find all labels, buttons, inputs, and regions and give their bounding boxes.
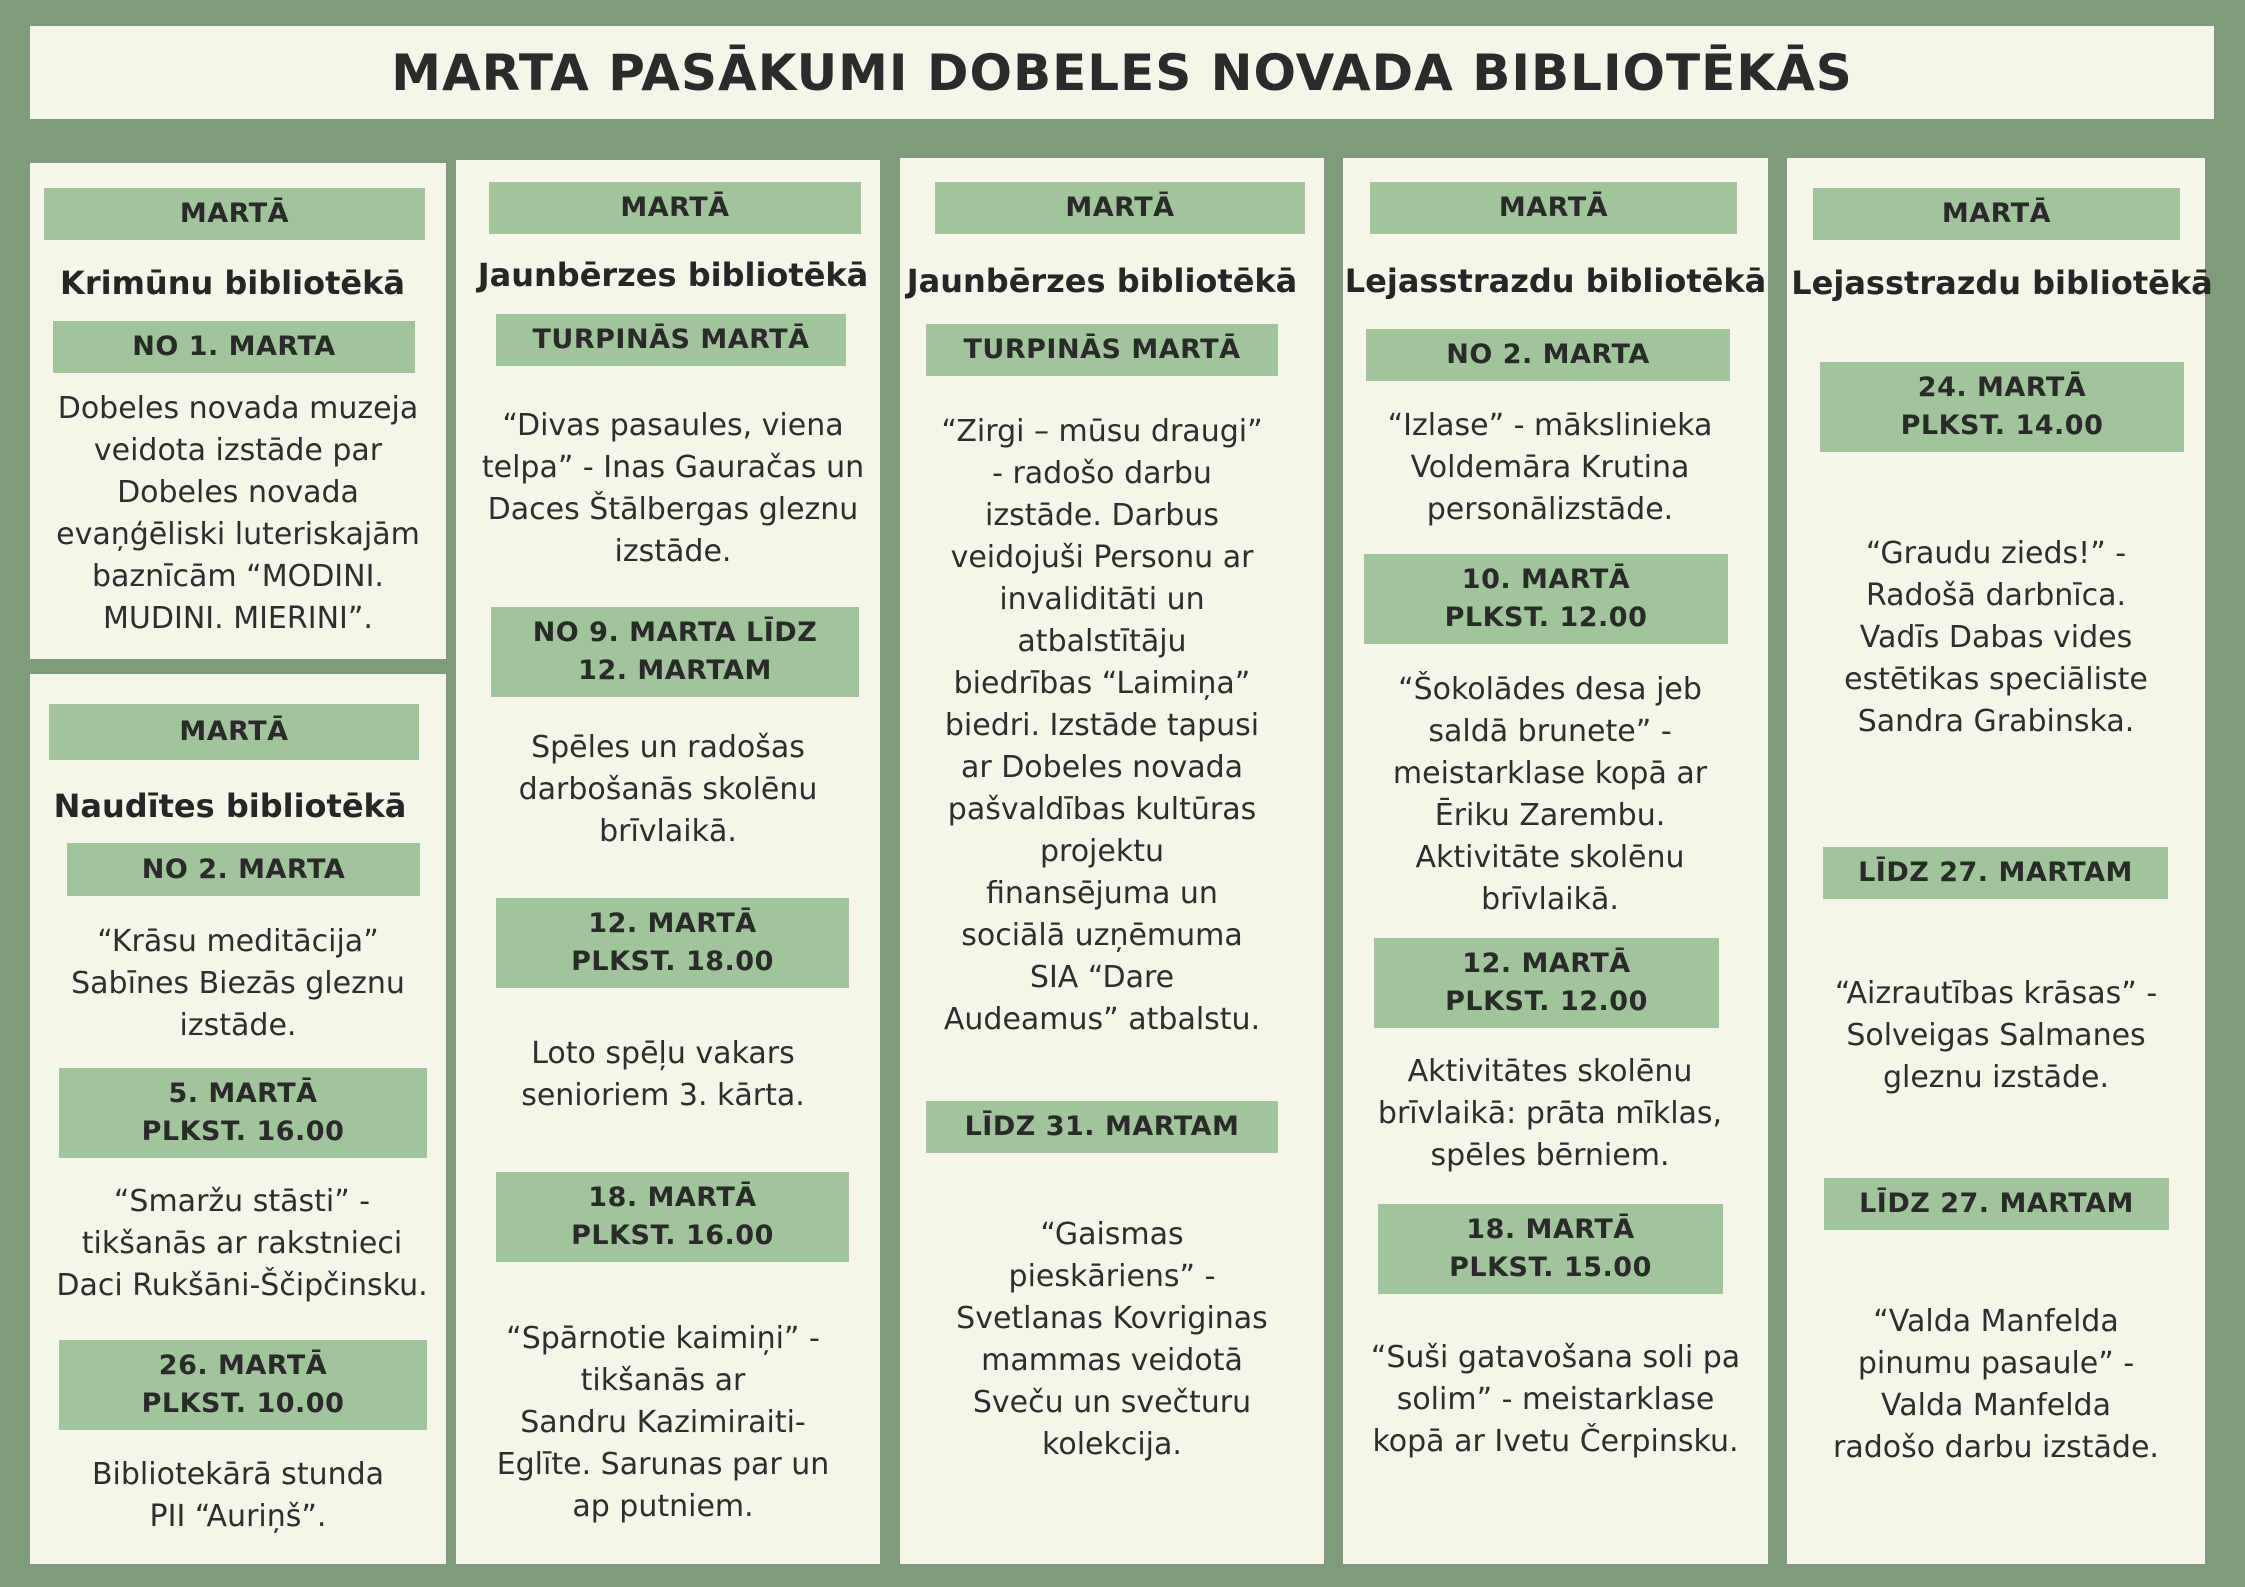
event-description: “Smaržu stāsti” - tikšanās ar rakstnieci Daci Rukšāni-Ščipčinsku. [56,1184,428,1303]
event-description: “Valda Manfelda pinumu pasaule” - Valda Manfelda radošo darbu izstāde. [1833,1304,2159,1465]
title-banner [30,26,2214,119]
library-name: Lejasstrazdu bibliotēkā [1791,264,2213,302]
event-description: Bibliotekārā stunda PII “Auriņš”. [91,1457,385,1534]
event-description: “Aizrautības krāsas” - Solveigas Salmanes gleznu izstāde. [1834,976,2158,1095]
date-tag: TURPINĀS MARTĀ [496,314,846,366]
date-tag: NO 1. MARTA [53,321,415,373]
month-tag: MARTĀ [49,704,419,760]
date-tag: LĪDZ 27. MARTAM [1823,847,2168,899]
event-description: Loto spēļu vakars senioriem 3. kārta. [521,1036,805,1113]
month-tag: MARTĀ [1370,182,1737,234]
event-description: “Krāsu meditācija” Sabīnes Biezās gleznu izstāde. [71,924,405,1043]
month-tag: MARTĀ [935,182,1305,234]
date-tag: 5. MARTĀ PLKST. 16.00 [59,1068,427,1158]
month-tag: MARTĀ [1813,188,2180,240]
event-description: “Graudu zieds!” - Radošā darbnīca. Vadīs Dabas vides estētikas speciāliste Sandra Grabinska. [1844,536,2148,739]
event-description: Dobeles novada muzeja veidota izstāde par Dobeles novada evaņģēliski luteriskajām baznīcām “MODINI. MUDINI. MIERINI”. [56,391,420,636]
library-name: Krimūnu bibliotēkā [60,264,405,302]
event-description: “Divas pasaules, viena telpa” - Inas Gauračas un Daces Štālbergas gleznu izstāde. [481,408,865,569]
date-tag: NO 9. MARTA LĪDZ 12. MARTAM [491,607,859,697]
event-description: “Spārnotie kaimiņi” - tikšanās ar Sandru Kazimiraiti- Eglīte. Sarunas par un ap putniem. [496,1321,830,1524]
library-name: Lejasstrazdu bibliotēkā [1344,262,1767,300]
date-tag: NO 2. MARTA [1366,329,1730,381]
event-description: “Zirgi – mūsu draugi” - radošo darbu izstāde. Darbus veidojuši Personu ar invaliditāti un atbalstītāju biedrības “Laimiņa” biedri. Izstāde tapusi ar Dobeles novada pašvaldības kultūras projektu finansējuma un sociālā uzņēmuma SIA “Dare Audeamus” atbalstu. [941,414,1263,1037]
event-description: Aktivitātes skolēnu brīvlaikā: prāta mīklas, spēles bērniem. [1377,1054,1723,1173]
date-tag: NO 2. MARTA [67,843,420,896]
date-tag: 10. MARTĀ PLKST. 12.00 [1364,554,1728,644]
date-tag: 26. MARTĀ PLKST. 10.00 [59,1340,427,1430]
event-description: “Gaismas pieskāriens” - Svetlanas Kovriginas mammas veidotā Sveču un svečturu kolekcija. [956,1217,1268,1462]
page-title: MARTA PASĀKUMI DOBELES NOVADA BIBLIOTĒKĀS [391,43,1853,102]
date-tag: 12. MARTĀ PLKST. 12.00 [1374,938,1719,1028]
event-description: “Izlase” - mākslinieka Voldemāra Krutina personālizstāde. [1387,408,1713,527]
event-description: “Šokolādes desa jeb saldā brunete” - meistarklase kopā ar Ēriku Zarembu. Aktivitāte skolēnu brīvlaikā. [1392,672,1708,917]
date-tag: LĪDZ 31. MARTAM [926,1101,1278,1153]
date-tag: 18. MARTĀ PLKST. 16.00 [496,1172,849,1262]
date-tag: 18. MARTĀ PLKST. 15.00 [1378,1204,1723,1294]
date-tag: 24. MARTĀ PLKST. 14.00 [1820,362,2184,452]
month-tag: MARTĀ [44,188,425,240]
date-tag: 12. MARTĀ PLKST. 18.00 [496,898,849,988]
event-description: Spēles un radošas darbošanās skolēnu brīvlaikā. [518,730,818,849]
library-name: Naudītes bibliotēkā [53,787,407,825]
date-tag: LĪDZ 27. MARTAM [1824,1178,2169,1230]
library-name: Jaunbērzes bibliotēkā [906,262,1298,300]
month-tag: MARTĀ [489,182,861,234]
date-tag: TURPINĀS MARTĀ [926,324,1278,376]
library-name: Jaunbērzes bibliotēkā [477,256,869,294]
event-description: “Suši gatavošana soli pa solim” - meistarklase kopā ar Ivetu Čerpinsku. [1370,1340,1741,1459]
